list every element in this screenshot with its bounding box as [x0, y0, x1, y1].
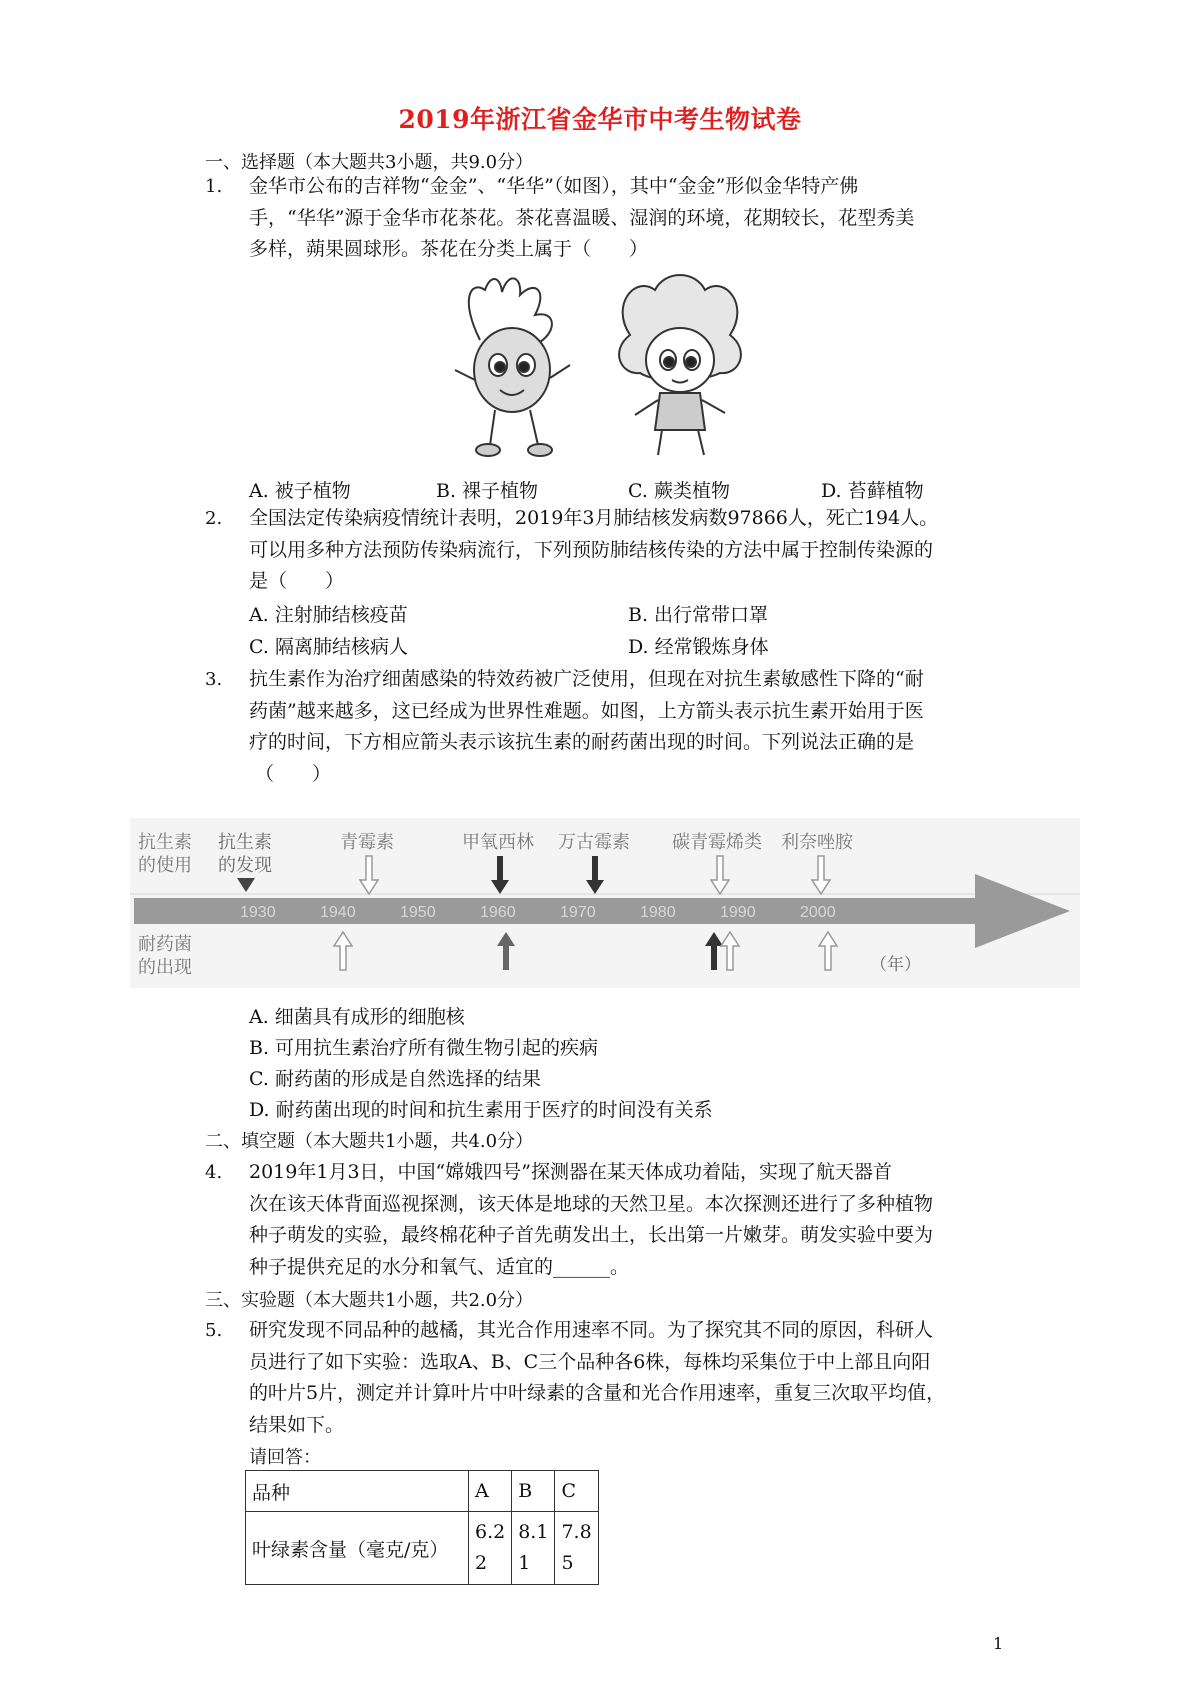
table-cell — [469, 1512, 512, 1585]
chlorophyll-table — [245, 1470, 599, 1585]
drug-label-penicillin: 青霉素 — [340, 832, 394, 852]
drug-label-carbapenem: 碳青霉烯类 — [672, 832, 762, 852]
question-1-line: 金华市公布的吉祥物“金金”、“华华”（如图），其中“金金”形似金华特产佛 — [249, 175, 859, 197]
question-4-line: 种子萌发的实验，最终棉花种子首先萌发出土，长出第一片嫩芽。萌发实验中要为 — [249, 1224, 934, 1246]
table-value: 8.1 — [518, 1521, 549, 1543]
question-1-line: 手，“华华”源于金华市花茶花。茶花喜温暖、湿润的环境，花期较长，花型秀美 — [249, 206, 915, 229]
drug-label-vancomycin: 万古霉素 — [558, 832, 630, 852]
year-label: 1930 — [240, 904, 276, 921]
question-2-option-d: D. 经常锻炼身体 — [628, 636, 769, 658]
year-unit-label: （年） — [870, 955, 921, 974]
question-1-option-b: B. 裸子植物 — [436, 480, 539, 502]
year-label: 1970 — [560, 904, 596, 921]
drug-label-linezolid: 利奈唑胺 — [781, 832, 853, 852]
question-4-line: 种子提供充足的水分和氧气、适宜的______。 — [249, 1255, 630, 1278]
discovery-label-2: 的发现 — [218, 855, 272, 875]
table-cell: C — [555, 1471, 598, 1512]
question-3-line: 药菌”越来越多，这已经成为世界性难题。如图，上方箭头表示抗生素开始用于医 — [249, 699, 924, 722]
table-cell: 叶绿素含量（毫克/克） — [246, 1512, 469, 1585]
question-5-line: 结果如下。 — [249, 1413, 345, 1436]
question-4-stem — [249, 1157, 1009, 1283]
drug-label-methicillin: 甲氧西林 — [462, 832, 534, 852]
question-5-stem — [249, 1315, 1009, 1441]
question-1-option-c: C. 蕨类植物 — [628, 480, 730, 502]
page-title: 2019年浙江省金华市中考生物试卷 — [398, 105, 802, 134]
question-5-line: 研究发现不同品种的越橘，其光合作用速率不同。为了探究其不同的原因，科研人 — [249, 1319, 934, 1341]
question-1-option-d: D. 苔藓植物 — [821, 480, 924, 502]
question-2-stem — [249, 503, 1009, 598]
mascot-jinjin-illustration — [440, 270, 590, 465]
question-2-line: 可以用多种方法预防传染病流行，下列预防肺结核传染的方法中属于控制传染源的 — [249, 538, 934, 561]
question-2-option-c: C. 隔离肺结核病人 — [249, 636, 408, 658]
question-1-stem — [249, 171, 1009, 266]
table-row — [246, 1512, 599, 1585]
question-3-option-c: C. 耐药菌的形成是自然选择的结果 — [249, 1068, 541, 1090]
question-4-number: 4. — [205, 1162, 223, 1183]
table-cell — [512, 1512, 555, 1585]
year-label: 2000 — [800, 904, 836, 921]
question-3-option-a: A. 细菌具有成形的细胞核 — [249, 1006, 465, 1028]
table-cell — [555, 1512, 598, 1585]
table-value: 1 — [518, 1552, 531, 1574]
year-label: 1980 — [640, 904, 676, 921]
row-label-use-2: 的使用 — [138, 855, 192, 875]
question-2-line: 是（ ） — [249, 570, 345, 592]
question-2-line: 全国法定传染病疫情统计表明，2019年3月肺结核发病数97866人，死亡194人。 — [249, 507, 939, 529]
question-3-number: 3. — [205, 669, 223, 690]
row-label-resist-2: 的出现 — [138, 957, 192, 977]
table-row — [246, 1471, 599, 1512]
question-4-line: 2019年1月3日，中国“嫦娥四号”探测器在某天体成功着陆，实现了航天器首 — [249, 1161, 892, 1183]
question-3-line: 疗的时间，下方相应箭头表示该抗生素的耐药菌出现的时间。下列说法正确的是 — [249, 731, 915, 753]
question-3-option-d: D. 耐药菌出现的时间和抗生素用于医疗的时间没有关系 — [249, 1099, 713, 1121]
table-cell: B — [512, 1471, 555, 1512]
year-label: 1990 — [720, 904, 756, 921]
table-cell: A — [469, 1471, 512, 1512]
question-5-prompt: 请回答： — [249, 1447, 321, 1468]
table-value: 5 — [561, 1552, 574, 1574]
question-4-line: 次在该天体背面巡视探测，该天体是地球的天然卫星。本次探测还进行了多种植物 — [249, 1192, 934, 1215]
question-3-line: （ ） — [255, 762, 332, 785]
question-2-option-b: B. 出行常带口罩 — [628, 604, 769, 626]
antibiotic-timeline-figure — [130, 818, 1080, 988]
question-5-line: 员进行了如下实验：选取A、B、C三个品种各6株，每株均采集位于中上部且向阳 — [249, 1350, 931, 1373]
question-3-stem — [249, 664, 1009, 790]
table-value: 6.2 — [475, 1521, 506, 1543]
section-heading-fill: 二、填空题（本大题共1小题，共4.0分） — [205, 1131, 534, 1152]
table-cell: 品种 — [246, 1471, 469, 1512]
year-label: 1950 — [400, 904, 436, 921]
question-3-option-b: B. 可用抗生素治疗所有微生物引起的疾病 — [249, 1037, 599, 1059]
discovery-label-1: 抗生素 — [218, 832, 272, 852]
page-number: 1 — [993, 1634, 1004, 1653]
mascot-huahua-illustration — [600, 265, 760, 465]
question-5-line: 的叶片5片，测定并计算叶片中叶绿素的含量和光合作用速率，重复三次取平均值， — [249, 1382, 946, 1404]
question-2-number: 2. — [205, 508, 223, 529]
row-label-use-1: 抗生素 — [138, 832, 192, 852]
table-value: 2 — [475, 1552, 488, 1574]
row-label-resist-1: 耐药菌 — [138, 934, 192, 954]
question-5-number: 5. — [205, 1320, 223, 1341]
section-heading-choice: 一、选择题（本大题共3小题，共9.0分） — [205, 152, 534, 173]
year-label: 1960 — [480, 904, 516, 921]
question-2-option-a: A. 注射肺结核疫苗 — [249, 604, 408, 626]
question-1-line: 多样，蒴果圆球形。茶花在分类上属于（ ） — [249, 238, 649, 260]
question-1-option-a: A. 被子植物 — [249, 480, 351, 502]
question-1-number: 1. — [205, 176, 223, 197]
question-3-line: 抗生素作为治疗细菌感染的特效药被广泛使用，但现在对抗生素敏感性下降的“耐 — [249, 668, 924, 690]
table-value: 7.8 — [561, 1521, 592, 1543]
year-label: 1940 — [320, 904, 356, 921]
section-heading-experiment: 三、实验题（本大题共1小题，共2.0分） — [205, 1290, 534, 1311]
